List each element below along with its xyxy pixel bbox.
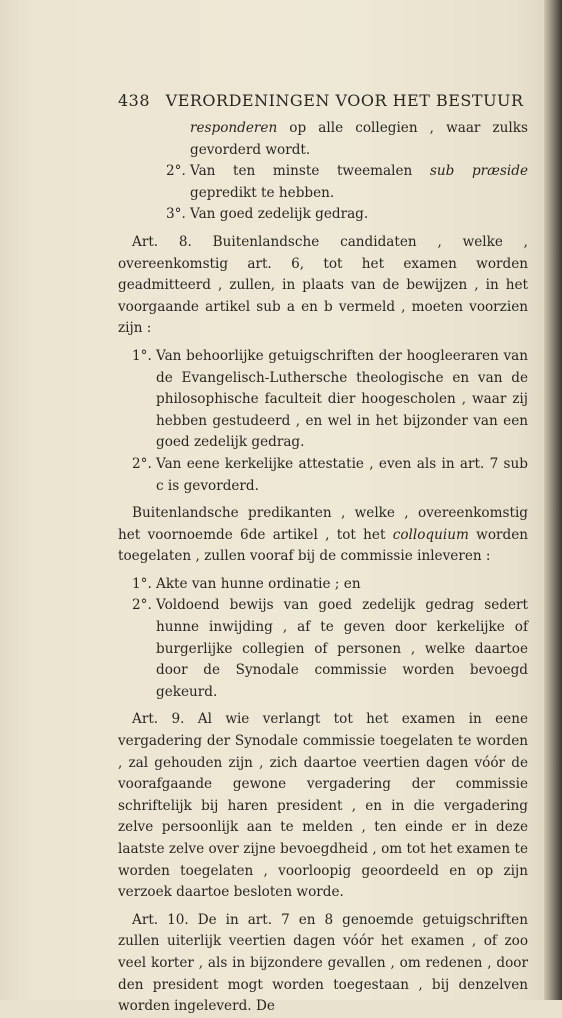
item-text: Van ten minste tweemalen sub præside gepredikt te hebben. xyxy=(190,163,528,201)
item-text: op alle collegien , waar zulks gevorderd wordt. xyxy=(190,120,528,158)
italic-term: responderen xyxy=(190,120,278,136)
article-8: Art. 8. Buitenlandsche candidaten , welke , overeenkomstig art. 6, tot het examen worden geadmitteerd , zullen, in plaats van de bewijzen , in het voorgaande artikel sub a en b vermeld , moeten voorzien zijn : xyxy=(118,233,528,337)
item-label: 2°. xyxy=(166,163,186,180)
item-label: 1°. xyxy=(132,575,152,592)
continued-item xyxy=(118,118,528,161)
page-number: 438 xyxy=(118,91,151,110)
paragraph-foreign-preachers: Buitenlandsche predikanten , welke , overeenkomstig het voornoemde 6de artikel , tot het colloquium worden toegelaten , zullen vooraf bij de commissie inleveren : xyxy=(118,505,529,565)
item-label: 1°. xyxy=(132,347,152,364)
item-text: Van behoorlijke getuigschriften der hoogleeraren van de Evangelisch-Luthersche theologische en van de philosophische faculteit dier hoogescholen , waar zij hebben gestudeerd , en wel in het bijzonder van een goed zedelijk gedrag. xyxy=(156,347,528,451)
item-label: 2°. xyxy=(132,455,152,472)
list-item xyxy=(118,346,528,454)
item-text: Voldoend bewijs van goed zedelijk gedrag sedert hunne inwijding , af te geven door kerkelijke of burgerlijke collegien of personen , welke daartoe door de Synodale commissie worden bevoegd gekeurd. xyxy=(156,597,528,700)
item-label: 2°. xyxy=(132,597,152,614)
list-item xyxy=(118,161,528,204)
item-label: 3°. xyxy=(166,206,186,223)
article-9: Art. 9. Al wie verlangt tot het examen in eene vergadering der Synodale commissie toegelaten te worden , zal gehouden zijn , zich daartoe veertien dagen vóór de voorafgaande gewone vergadering der commissie schriftelijk bij haren president , en in die vergadering zelve persoonlijk aan te melden , ten einde er in deze laatste zelve over zijne bevoegdheid , om tot het examen te worden toegelaten , voorloopig geoordeeld en op zijn verzoek daartoe besloten worde. xyxy=(118,711,528,901)
running-title: VERORDENINGEN VOOR HET BESTUUR xyxy=(165,91,524,110)
item-text: Van goed zedelijk gedrag. xyxy=(190,206,369,223)
list-item xyxy=(118,204,528,226)
list-item xyxy=(118,595,528,703)
page-body xyxy=(118,118,528,1018)
page-edge-shadow xyxy=(544,0,562,1000)
italic-term: sub præside xyxy=(429,163,528,180)
item-text: Akte van hunne ordinatie ; en xyxy=(156,575,361,592)
italic-term: colloquium xyxy=(392,526,469,543)
running-header xyxy=(118,91,524,110)
article-10: Art. 10. De in art. 7 en 8 genoemde getuigschriften zullen uiterlijk veertien dagen vóór het examen , of zoo veel korter , als in bijzondere gevallen , om redenen , door den president mogt worden toegestaan , bij denzelven worden ingeleverd. De xyxy=(118,911,528,1015)
item-text: Van eene kerkelijke attestatie , even als in art. 7 sub c is gevorderd. xyxy=(156,455,528,494)
list-item xyxy=(118,454,528,497)
list-item xyxy=(118,574,528,596)
